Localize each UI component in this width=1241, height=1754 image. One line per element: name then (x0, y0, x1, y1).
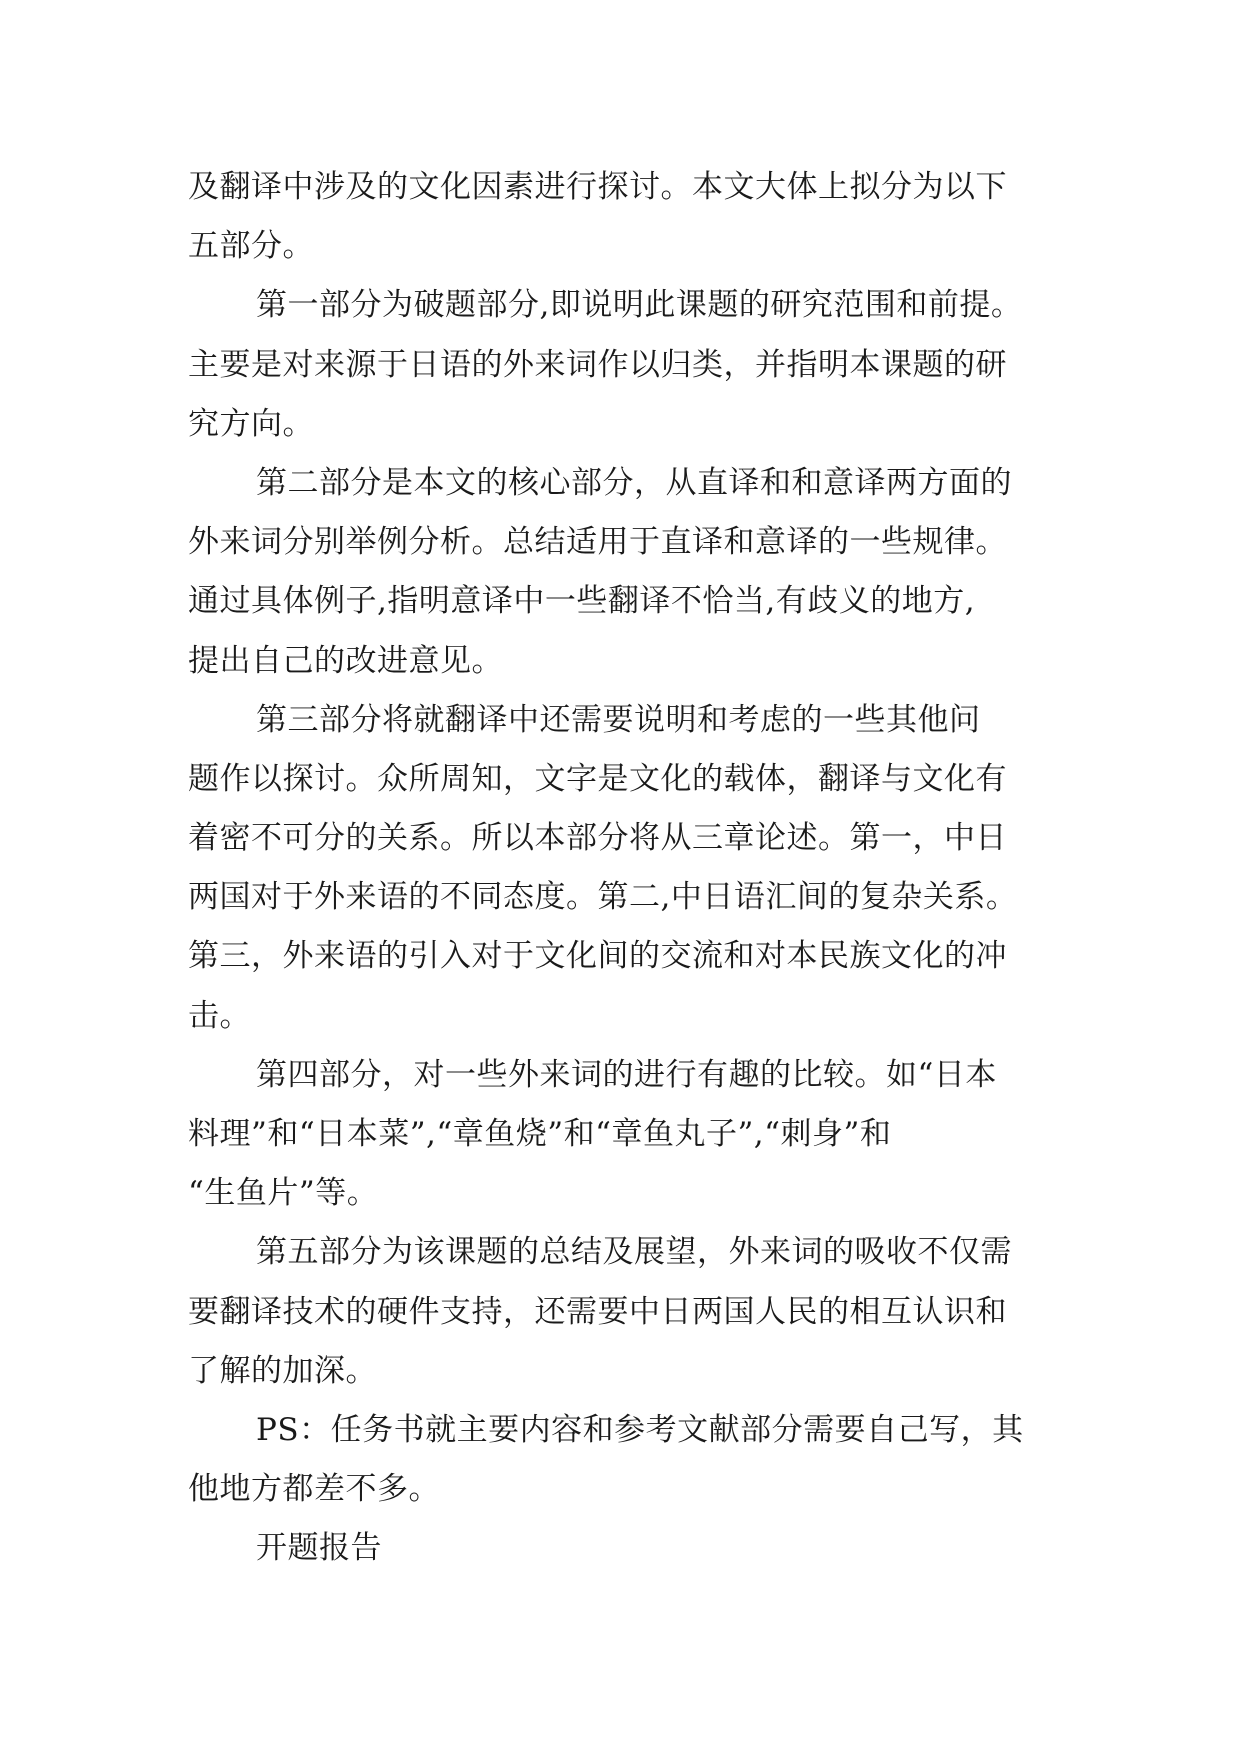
text-line (188, 1283, 1068, 1342)
text-line-content: 他地方都差不多。 (188, 1471, 440, 1508)
text-line (188, 809, 1068, 868)
text-line-content: 着密不可分的关系。所以本部分将从三章论述。第一，中日 (188, 820, 1007, 857)
section-heading (188, 1519, 1068, 1578)
text-line-content: 提出自己的改进意见。 (188, 642, 503, 679)
text-line (188, 987, 1068, 1046)
text-line-content: 五部分。 (188, 228, 314, 265)
text-line (188, 750, 1068, 809)
text-line (188, 513, 1068, 572)
text-line (188, 217, 1068, 276)
text-line (188, 336, 1068, 395)
text-line-content: 及翻译中涉及的文化因素进行探讨。本文大体上拟分为以下 (188, 169, 1007, 205)
text-line (188, 1342, 1068, 1401)
text-line-content: 外来词分别举例分析。总结适用于直译和意译的一些规律。 (188, 524, 1007, 561)
text-line (188, 1105, 1068, 1164)
text-line-content: 通过具体例子,指明意译中一些翻译不恰当,有歧义的地方, (188, 583, 976, 620)
text-line-content: 题作以探讨。众所周知，文字是文化的载体，翻译与文化有 (188, 760, 1007, 797)
text-line (188, 1164, 1068, 1223)
text-line-content: 料理”和“日本菜”,“章鱼烧”和“章鱼丸子”,“刺身”和 (188, 1116, 892, 1152)
text-line-content: 究方向。 (188, 405, 314, 442)
text-line-content: 第三部分将就翻译中还需要说明和考虑的一些其他问 (256, 701, 981, 738)
text-line-content: 开题报告 (256, 1530, 382, 1567)
text-line-content: 击。 (188, 997, 251, 1034)
text-line (188, 927, 1068, 986)
text-line (188, 158, 1068, 217)
paragraph-first-line (188, 1401, 1068, 1460)
text-line-content: “生鱼片”等。 (188, 1175, 379, 1212)
text-line-content: 第三，外来语的引入对于文化间的交流和对本民族文化的冲 (188, 938, 1007, 975)
body-text (188, 158, 1068, 1579)
text-line (188, 395, 1068, 454)
text-line-content: 第四部分，对一些外来词的进行有趣的比较。如“日本 (256, 1056, 997, 1093)
text-line (188, 868, 1068, 927)
text-line-content: 第二部分是本文的核心部分，从直译和和意译两方面的 (256, 464, 1012, 501)
text-line-content: 第五部分为该课题的总结及展望，外来词的吸收不仅需 (256, 1234, 1012, 1271)
text-line-content: 第一部分为破题部分,即说明此课题的研究范围和前提。 (256, 287, 1023, 324)
text-line (188, 572, 1068, 631)
paragraph-first-line (188, 1223, 1068, 1282)
text-line-content: 主要是对来源于日语的外来词作以归类，并指明本课题的研 (188, 346, 1007, 383)
paragraph-first-line (188, 276, 1068, 335)
paragraph-first-line (188, 691, 1068, 750)
text-line (188, 1460, 1068, 1519)
text-line-content: 了解的加深。 (188, 1352, 377, 1389)
paragraph-first-line (188, 454, 1068, 513)
text-line-content: PS：任务书就主要内容和参考文献部分需要自己写，其 (256, 1411, 1024, 1448)
text-line-content: 要翻译技术的硬件支持，还需要中日两国人民的相互认识和 (188, 1293, 1007, 1330)
text-line (188, 632, 1068, 691)
paragraph-first-line (188, 1046, 1068, 1105)
text-line-content: 两国对于外来语的不同态度。第二,中日语汇间的复杂关系。 (188, 879, 1018, 916)
